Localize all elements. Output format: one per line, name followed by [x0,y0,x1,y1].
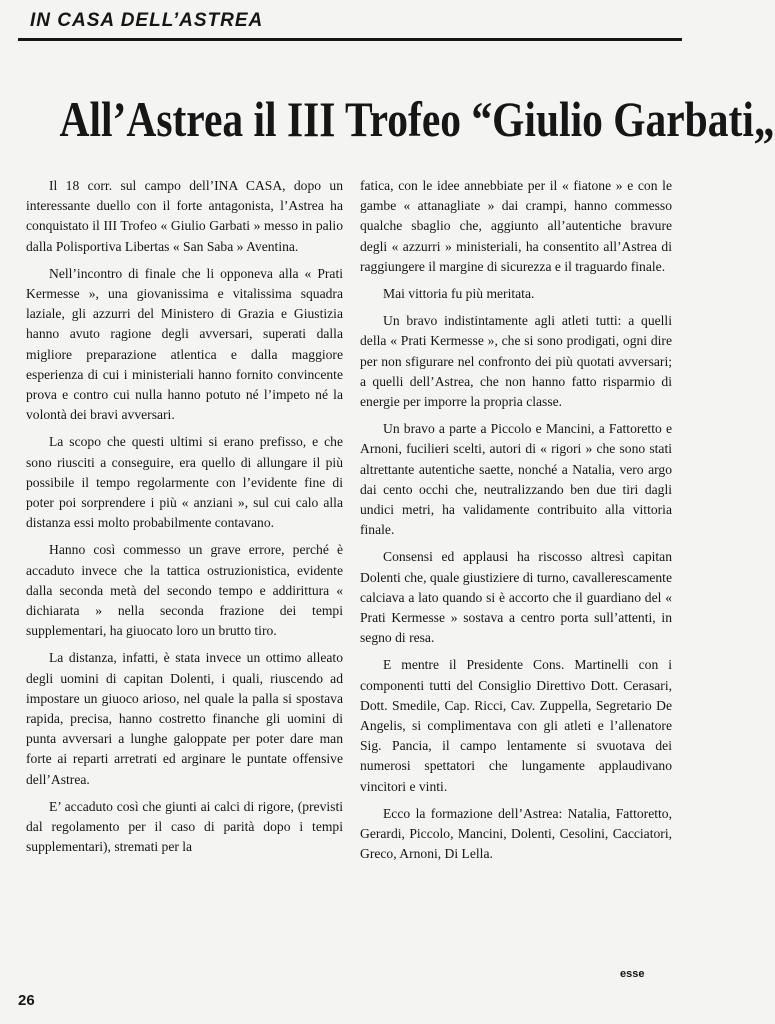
article-paragraph-continued: fatica, con le idee annebbiate per il « fiatone » e con le gambe « attanagliate » dai crampi, hanno commesso qualche sbaglio che, aggiunto all’autentiche bravure degli « azzurri » ministeriali, ha consentito all’Astrea di raggiungere il margine di sicurezza e il traguardo finale. [360,178,672,274]
article-paragraph: Un bravo indistintamente agli atleti tutti: a quelli della « Prati Kermesse », che si sono prodigati, ogni dire per non sfigurare nel confronto dei più quotati avversari; a quelli dell’Astrea, che non hanno fatto risparmio di energie per imporre la propria classe. [360,313,672,410]
article-paragraph: Nell’incontro di finale che li opponeva alla « Prati Kermesse », una giovanissima e vitalissima squadra laziale, gli azzurri del Ministero di Grazia e Giustizia hanno avuto ragione degli avversari, superati dalla migliore preparazione atlentica e dalla maggiore esperienza di cui i ministeriali hanno fornito convincente prova e contro cui nulla hanno potuto né l’impeto né la volontà dei bravi avversari. [26,265,343,423]
page-number: 26 [18,992,35,1009]
header-rule [18,38,682,41]
author-signature: esse [620,968,645,980]
article-paragraph: E mentre il Presidente Cons. Martinelli con i componenti tutti del Consiglio Direttivo Dott. Cerasari, Dott. Smedile, Cap. Ricci, Cav. Zuppella, Segretario De Angelis, si complimentava con gli atleti e l’allenatore Sig. Pancia, il campo lentamente si svuotava dei numerosi spettatori che lungamente applaudivano vincitori e vinti. [360,657,672,794]
article-paragraph: La scopo che questi ultimi si erano prefisso, e che sono riusciti a conseguire, era quello di allungare il più possibile il tempo regolarmente con l’evidente fine di poter poi sorprendere i più « anziani », sul cui calo alla distanza essi molto probabilmente contavano. [26,434,343,531]
article-paragraph: Hanno così commesso un grave errore, perché è accaduto invece che la tattica ostruzionistica, evidente dalla seconda metà del secondo tempo e addirittura « dichiarata » nella seconda frazione dei tempi supplementari, ha giuocato loro un brutto tiro. [26,542,343,639]
article-paragraph: La distanza, infatti, è stata invece un ottimo alleato degli uomini di capitan Dolenti, i quali, riuscendo ad impostare un giuoco arioso, nel quale la palla si spostava rapida, precisa, hanno costretto finanche gli uomini di punta avversari a lunghe galoppate per poter dare man forte ai reparti arretrati ed arginare le puntate offensive dell’Astrea. [26,650,343,787]
article-column-right [360,176,672,872]
article-title: All’Astrea il III Trofeo “Giulio Garbati„ [59,91,775,147]
article-paragraph: E’ accaduto così che giunti ai calci di rigore, (previsti dal regolamento per il caso di parità dopo i tempi supplementari), stremati per la [26,798,343,855]
article-column-left [26,176,343,865]
article-paragraph: Un bravo a parte a Piccolo e Mancini, a Fattoretto e Arnoni, fucilieri scelti, autori di « rigori » che sono stati altrettante autentiche saette, nonché a Natalia, vero argo dai cento occhi che, neutralizzando ben due tiri dagli undici metri, ha validamente contribuito alla vittoria finale. [360,421,672,538]
article-paragraph: Ecco la formazione dell’Astrea: Natalia, Fattoretto, Gerardi, Piccolo, Mancini, Dolenti, Cesolini, Cacciatori, Greco, Arnoni, Di Lella. [360,805,672,862]
article-paragraph: Consensi ed applausi ha riscosso altresì capitan Dolenti che, quale giustiziere di turno, cavallerescamente calciava a lato quando si è accorto che il guardiano del « Prati Kermesse » sostava a centro porta sull’attenti, in segno di resa. [360,549,672,646]
section-label: IN CASA DELL’ASTREA [30,10,264,31]
article-paragraph: Mai vittoria fu più meritata. [383,286,535,302]
article-paragraph: Il 18 corr. sul campo dell’INA CASA, dopo un interessante duello con il forte antagonista, l’Astrea ha conquistato il III Trofeo « Giulio Garbati » messo in palio dalla Polisportiva Libertas « San Saba » Aventina. [26,178,343,254]
